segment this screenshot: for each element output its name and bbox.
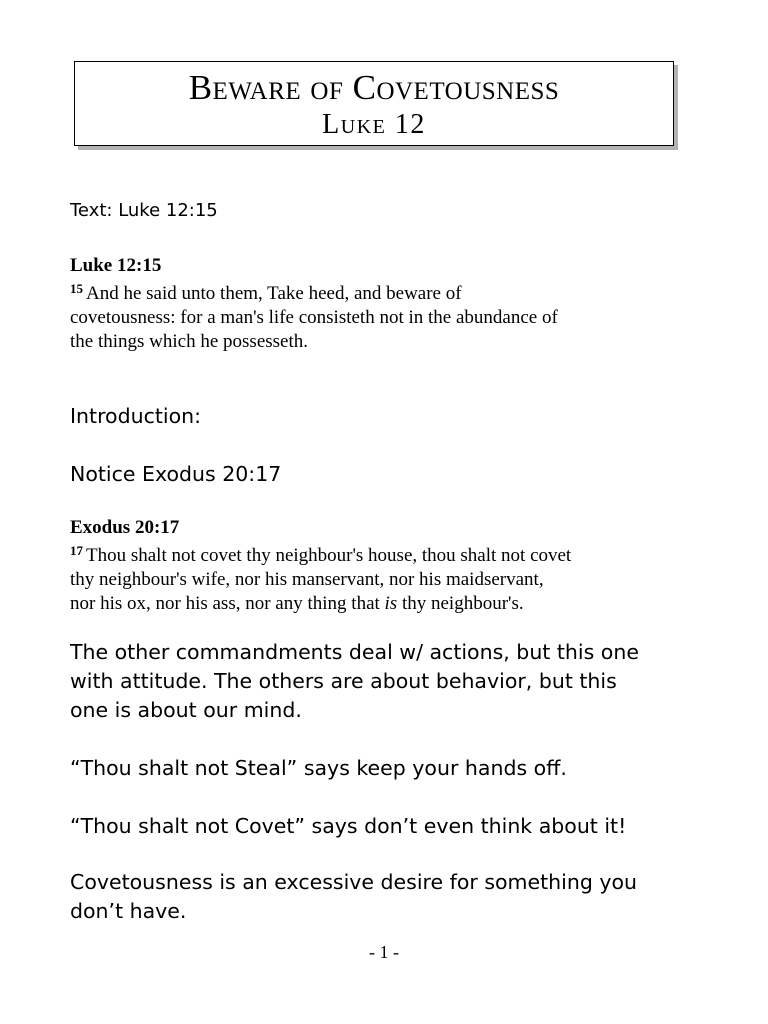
document-subtitle: Luke 12: [322, 109, 426, 140]
paragraph-line: don’t have.: [70, 899, 187, 923]
text-reference: Text: Luke 12:15: [70, 200, 218, 221]
verse-line-text: And he said unto them, Take heed, and beware of: [86, 283, 462, 304]
page-number: - 1 -: [369, 942, 399, 962]
paragraph-steal: “Thou shalt not Steal” says keep your hands off.: [70, 756, 567, 780]
paragraph-commandments: [70, 638, 710, 725]
verse-reference: Luke 12:15: [70, 255, 162, 276]
paragraph-definition: [70, 868, 710, 926]
verse-line-text: Thou shalt not covet thy neighbour's house, thou shalt not covet: [86, 545, 572, 566]
paragraph-covet: “Thou shalt not Covet” says don’t even think about it!: [70, 814, 627, 838]
verse-luke: [70, 255, 710, 354]
verse-line: [70, 277, 710, 306]
document-title: Beware of Covetousness: [188, 68, 560, 107]
introduction-heading: Introduction:: [70, 404, 202, 428]
verse-exodus: [70, 517, 710, 616]
verse-line: [70, 592, 710, 616]
verse-number: 15: [70, 281, 83, 296]
verse-italic-word: is: [384, 593, 398, 614]
notice-line: Notice Exodus 20:17: [70, 462, 282, 486]
verse-text-part: thy neighbour's.: [397, 593, 524, 614]
verse-line: thy neighbour's wife, nor his manservant, nor his maidservant,: [70, 569, 544, 590]
paragraph-line: Covetousness is an excessive desire for something you: [70, 870, 638, 894]
paragraph-line: with attitude. The others are about behavior, but this: [70, 669, 617, 693]
paragraph-line: The other commandments deal w/ actions, but this one: [70, 640, 639, 664]
verse-text-part: nor his ox, nor his ass, nor any thing that: [70, 593, 385, 614]
verse-line: covetousness: for a man's life consisteth not in the abundance of: [70, 307, 558, 328]
verse-line: [70, 539, 710, 568]
verse-number: 17: [70, 543, 83, 558]
paragraph-line: one is about our mind.: [70, 698, 302, 722]
verse-line: the things which he possesseth.: [70, 331, 309, 352]
verse-reference: Exodus 20:17: [70, 517, 180, 538]
title-box: [74, 61, 674, 146]
